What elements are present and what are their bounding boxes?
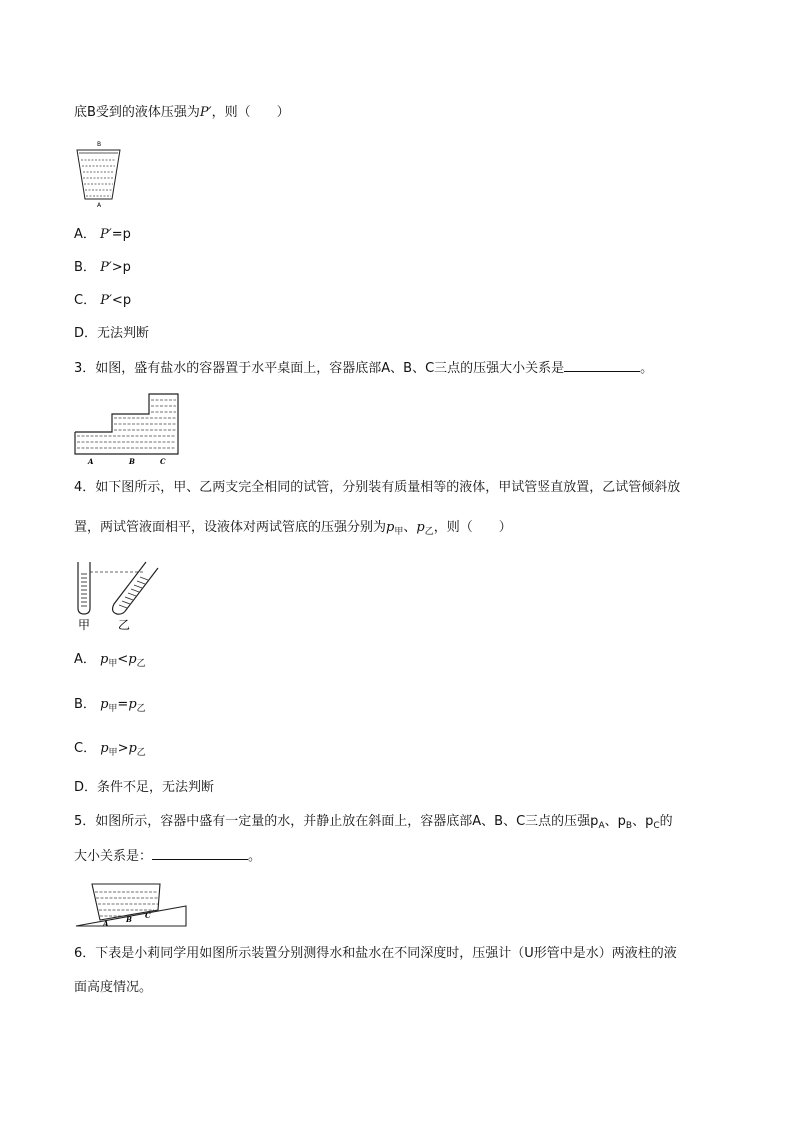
q4-option-a[interactable] [74, 650, 146, 671]
q5-text: 5．如图所示，容器中盛有一定量的水，并静止放在斜面上，容器底部A、B、C三点的压强 [74, 814, 591, 829]
option-p-yi: p [128, 652, 137, 667]
q2-label-b: B [97, 141, 102, 148]
option-p-yi: p [128, 697, 137, 712]
option-rel: < [117, 652, 129, 667]
q5-sub-a: A [598, 821, 605, 831]
q5-end: 。 [248, 849, 262, 864]
q2-symbol: P′ [199, 105, 212, 120]
q2-option-c[interactable] [74, 291, 131, 311]
q4-sep: 、 [403, 520, 417, 535]
q4-p-yi: p [416, 520, 425, 535]
option-rel: >p [111, 260, 131, 275]
q5-p: p [590, 814, 599, 829]
q4-sub-yi: 乙 [424, 527, 434, 537]
q3-answer-blank[interactable] [564, 357, 640, 372]
q4-label-yi: 乙 [118, 618, 131, 632]
q5-text-post: 的 [659, 814, 673, 829]
option-text: 无法判断 [97, 326, 150, 341]
q2-text-post: ，则（ [211, 105, 251, 120]
q5-sub-c: C [653, 821, 660, 831]
option-symbol: P′ [100, 293, 112, 308]
q4-stem-line1 [74, 478, 680, 498]
option-letter: D． [74, 326, 98, 341]
option-symbol: P′ [100, 260, 112, 275]
q5-p: p [645, 814, 654, 829]
q3-label-a: A [88, 457, 94, 466]
q2-option-a[interactable] [74, 225, 131, 245]
q4-stem-line2 [74, 518, 512, 539]
option-sub-yi: 乙 [136, 748, 146, 758]
q5-label-c: C [145, 911, 151, 920]
q4-paren: ） [498, 520, 512, 535]
q3-label-b: B [129, 457, 135, 466]
q4-option-d[interactable] [74, 778, 214, 798]
q5-label-a: A [103, 919, 109, 928]
q6-stem-line2 [74, 978, 152, 998]
option-letter: A． [74, 652, 96, 667]
q5-label-b: B [126, 915, 132, 924]
q2-paren: ） [276, 105, 290, 120]
q3-stem [74, 357, 653, 379]
q5-text: 大小关系是： [74, 849, 153, 864]
q4-option-c[interactable] [74, 739, 146, 760]
q5-answer-blank[interactable] [152, 845, 248, 860]
q4-text: 4．如下图所示，甲、乙两支完全相同的试管，分别装有质量相等的液体，甲试管竖直放置，乙试管倾斜放 [74, 480, 681, 495]
option-rel: = [117, 697, 129, 712]
q5-sub-b: B [625, 821, 633, 831]
q5-stem-line2 [74, 845, 261, 867]
q2-text: 底B受到的液体压强为 [74, 105, 200, 120]
q2-stem [74, 103, 290, 123]
option-letter: C． [74, 741, 97, 756]
q4-text: 置，两试管液面相平，设液体对两试管底的压强分别为 [74, 520, 387, 535]
q3-end: 。 [640, 361, 654, 376]
q4-figure-test-tubes [74, 560, 174, 632]
q4-p-jia: p [386, 520, 395, 535]
q4-sub-jia: 甲 [394, 527, 404, 537]
option-text: 条件不足，无法判断 [97, 780, 215, 795]
option-rel: <p [111, 293, 132, 308]
q4-text-post: ，则（ [433, 520, 473, 535]
q2-option-b[interactable] [74, 258, 131, 278]
option-symbol: P′ [100, 227, 112, 242]
q6-text: 6．下表是小莉同学用如图所示装置分别测得水和盐水在不同深度时，压强计（U形管中是水）两液柱的液 [74, 946, 677, 961]
option-p-jia: p [100, 652, 109, 667]
option-sub-jia: 甲 [108, 748, 118, 758]
option-letter: B． [74, 697, 96, 712]
q5-sep: 、 [604, 814, 618, 829]
option-p-jia: p [100, 741, 109, 756]
q6-text: 面高度情况。 [74, 980, 153, 995]
option-sub-yi: 乙 [136, 704, 146, 714]
q5-p: p [617, 814, 626, 829]
q5-sep: 、 [632, 814, 646, 829]
option-letter: D． [74, 780, 98, 795]
q2-label-a: A [97, 202, 102, 209]
q4-option-b[interactable] [74, 695, 146, 716]
option-rel: > [117, 741, 129, 756]
option-sub-jia: 甲 [108, 704, 118, 714]
option-rel: =p [111, 227, 131, 242]
q5-stem-line1 [74, 812, 673, 833]
option-p-jia: p [100, 697, 109, 712]
q2-figure-trapezoid-container [74, 140, 124, 210]
option-sub-jia: 甲 [108, 659, 118, 669]
q3-text: 3．如图，盛有盐水的容器置于水平桌面上，容器底部A、B、C三点的压强大小关系是 [74, 361, 565, 376]
q4-label-jia: 甲 [78, 618, 91, 632]
option-letter: C． [74, 293, 97, 308]
q6-stem-line1 [74, 944, 677, 964]
option-letter: A． [74, 227, 96, 242]
q3-figure-stepped-container [74, 392, 184, 466]
option-sub-yi: 乙 [136, 659, 146, 669]
option-p-yi: p [128, 741, 137, 756]
q3-label-c: C [160, 457, 166, 466]
option-letter: B． [74, 260, 96, 275]
q5-figure-container-on-slope [74, 880, 190, 930]
q2-option-d[interactable] [74, 324, 149, 344]
